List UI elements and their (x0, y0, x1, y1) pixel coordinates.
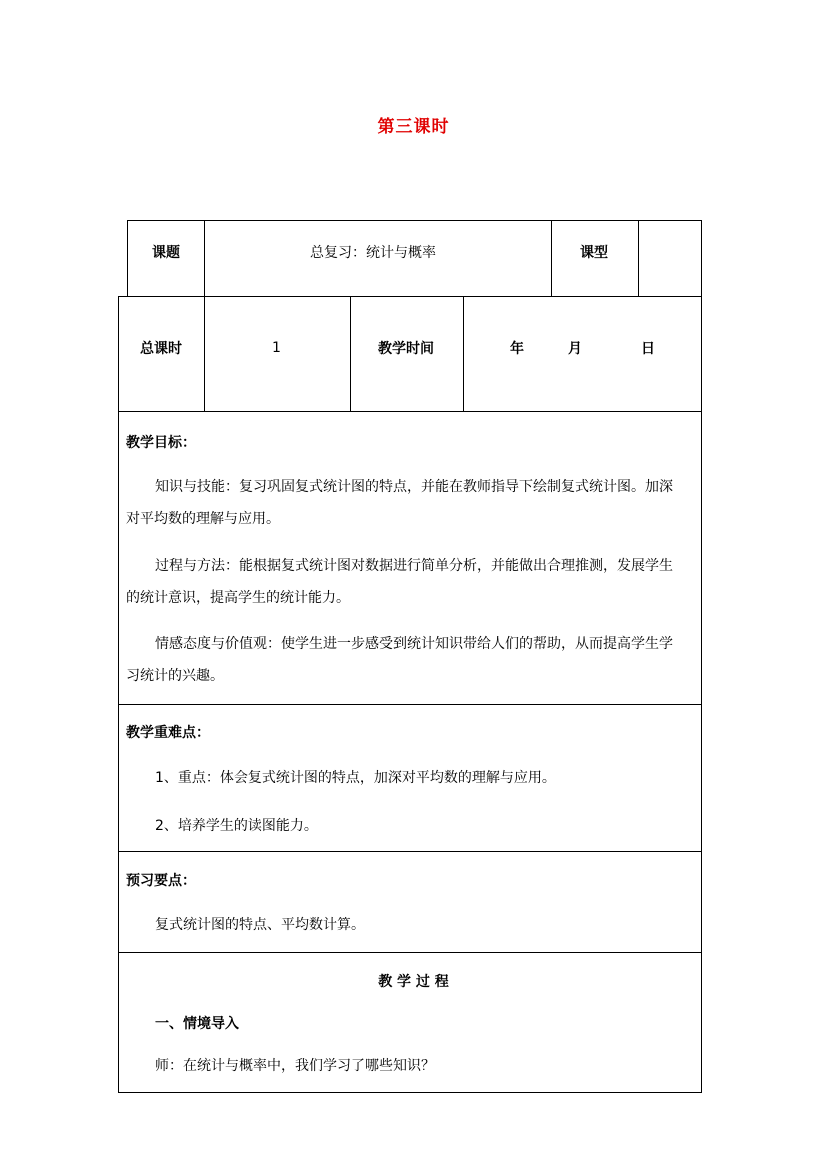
day-label: 日 (641, 341, 655, 357)
topic-label: 课题 (152, 245, 180, 261)
objective-knowledge: 知识与技能：复习巩固复式统计图的特点，并能在教师指导下绘制复式统计图。加深 (155, 479, 673, 495)
divider (204, 296, 205, 412)
divider (118, 952, 702, 953)
page-title: 第三课时 (377, 117, 450, 137)
divider (463, 296, 464, 412)
objectives-heading: 教学目标： (126, 435, 196, 451)
month-label: 月 (568, 341, 582, 357)
key-points-heading: 教学重难点： (126, 725, 210, 741)
key-point-2: 2、培养学生的读图能力。 (155, 818, 318, 834)
key-point-1: 1、重点：体会复式统计图的特点，加深对平均数的理解与应用。 (155, 770, 556, 786)
hours-label: 总课时 (140, 341, 182, 357)
divider (118, 704, 702, 705)
objective-process-cont: 的统计意识，提高学生的统计能力。 (126, 590, 350, 606)
objective-process: 过程与方法：能根据复式统计图对数据进行简单分析，并能做出合理推测，发展学生 (155, 558, 673, 574)
divider (551, 220, 552, 297)
year-label: 年 (510, 341, 524, 357)
process-line: 师：在统计与概率中，我们学习了哪些知识？ (155, 1058, 435, 1074)
divider (118, 851, 702, 852)
objective-knowledge-cont: 对平均数的理解与应用。 (126, 511, 280, 527)
preview-text: 复式统计图的特点、平均数计算。 (155, 917, 365, 933)
preview-heading: 预习要点： (126, 873, 196, 889)
divider (204, 220, 205, 297)
time-label: 教学时间 (378, 341, 434, 357)
divider (638, 220, 639, 297)
type-label: 课型 (580, 245, 608, 261)
objective-attitude: 情感态度与价值观：使学生进一步感受到统计知识带给人们的帮助，从而提高学生学 (155, 636, 673, 652)
objective-attitude-cont: 习统计的兴趣。 (126, 668, 224, 684)
divider (350, 296, 351, 412)
topic-value: 总复习：统计与概率 (310, 245, 436, 261)
process-heading: 教 学 过 程 (378, 974, 449, 990)
hours-value: 1 (272, 340, 281, 356)
divider (118, 411, 702, 412)
section-intro-heading: 一、情境导入 (155, 1016, 239, 1032)
